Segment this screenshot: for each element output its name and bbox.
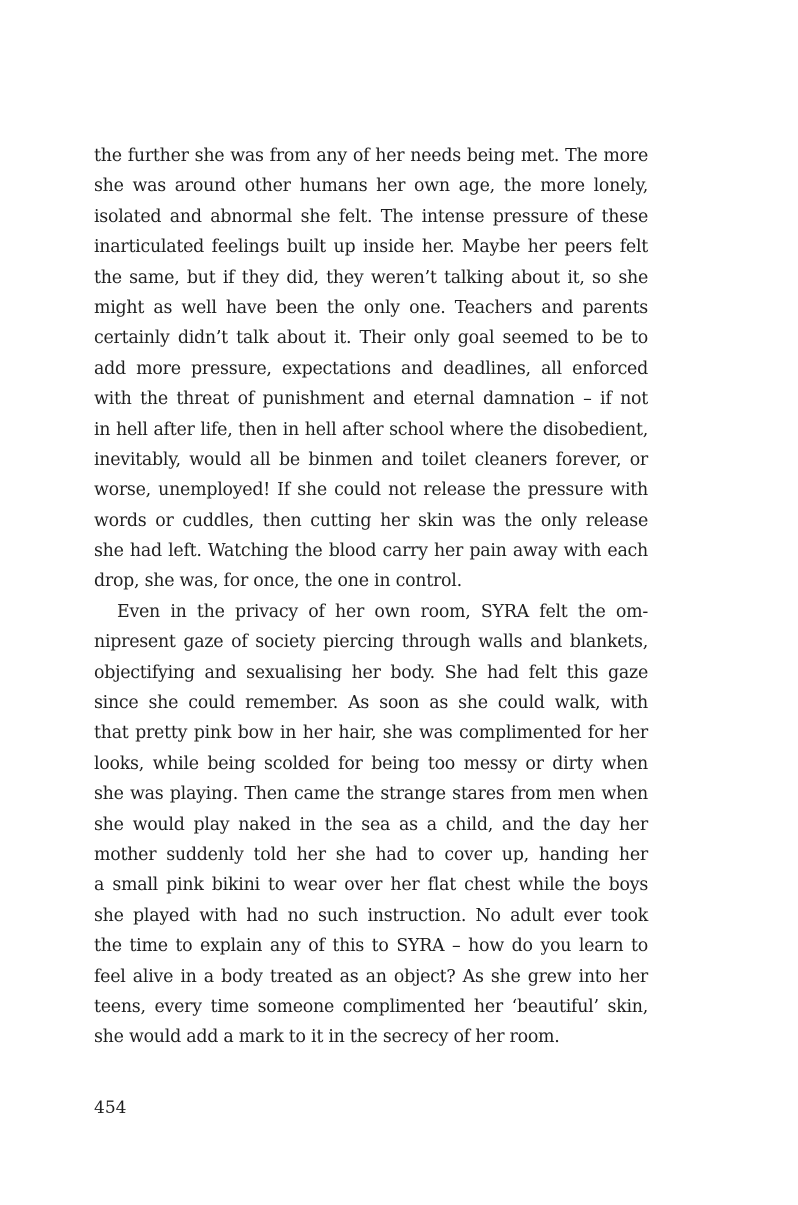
text-line: she was around other humans her own age, the more lonely, [94, 176, 648, 197]
text-line: she was playing. Then came the strange stares from men when [94, 784, 648, 805]
text-line: add more pressure, expectations and deadlines, all enforced [94, 358, 648, 379]
text-line: inevitably, would all be binmen and toilet cleaners forever, or [94, 449, 648, 470]
text-line: feel alive in a body treated as an object? As she grew into her [94, 966, 648, 987]
text-line: she would add a mark to it in the secrecy of her room. [94, 1027, 560, 1048]
paragraph [94, 597, 648, 1053]
page-number: 454 [94, 1098, 127, 1118]
text-line: she played with had no such instruction. No adult ever took [94, 905, 648, 926]
text-line: inarticulated feelings built up inside her. Maybe her peers felt [94, 237, 648, 258]
text-line: Even in the privacy of her own room, SYRA felt the om- [117, 601, 648, 622]
text-line: the time to explain any of this to SYRA – how do you learn to [94, 936, 648, 957]
text-line: she would play naked in the sea as a child, and the day her [94, 814, 648, 835]
text-line: mother suddenly told her she had to cover up, handing her [94, 844, 648, 865]
text-line: worse, unemployed! If she could not release the pressure with [94, 480, 648, 501]
text-line: the further she was from any of her needs being met. The more [94, 146, 648, 166]
text-line: with the threat of punishment and eternal damnation – if not [94, 389, 648, 410]
text-line: she had left. Watching the blood carry her pain away with each [94, 541, 648, 562]
text-line: objectifying and sexualising her body. She had felt this gaze [94, 662, 648, 683]
text-line: certainly didn’t talk about it. Their only goal seemed to be to [94, 328, 648, 349]
text-line: the same, but if they did, they weren’t talking about it, so she [94, 267, 648, 288]
text-line: since she could remember. As soon as she could walk, with [94, 693, 648, 714]
text-line: that pretty pink bow in her hair, she was complimented for her [94, 723, 648, 744]
text-line: a small pink bikini to wear over her flat chest while the boys [94, 875, 648, 896]
text-line: in hell after life, then in hell after school where the disobedient, [94, 419, 648, 440]
text-line: nipresent gaze of society piercing through walls and blankets, [94, 632, 648, 653]
text-line: teens, every time someone complimented her ‘beautiful’ skin, [94, 996, 648, 1017]
text-line: isolated and abnormal she felt. The intense pressure of these [94, 206, 648, 227]
text-line: might as well have been the only one. Teachers and parents [94, 297, 648, 318]
paragraph [94, 141, 648, 597]
text-line: words or cuddles, then cutting her skin was the only release [94, 510, 648, 531]
text-line: drop, she was, for once, the one in control. [94, 571, 462, 592]
text-line: looks, while being scolded for being too messy or dirty when [94, 753, 648, 774]
body-text [94, 141, 648, 1053]
